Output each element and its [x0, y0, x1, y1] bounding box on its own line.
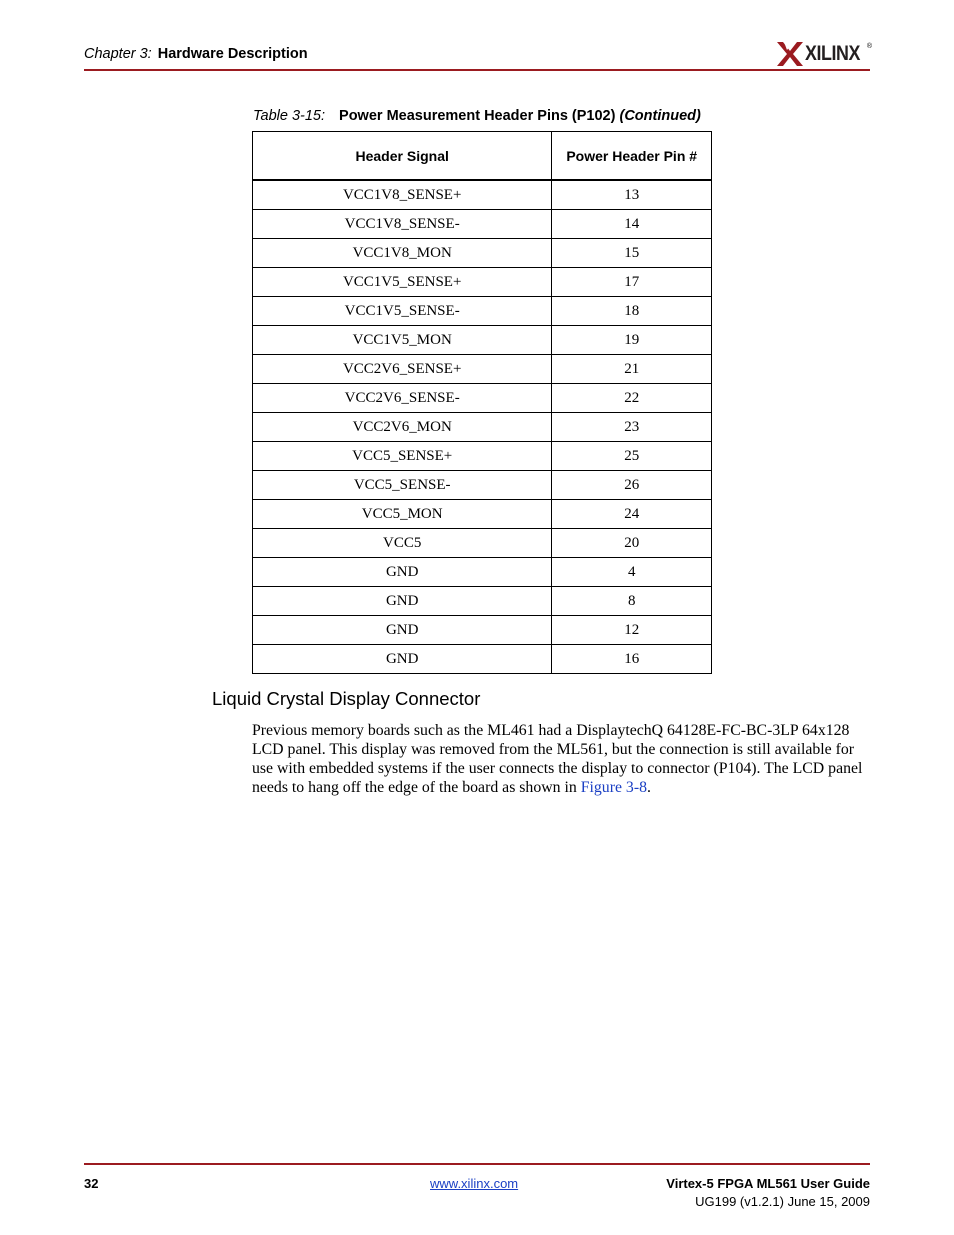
website-link[interactable]: www.xilinx.com: [430, 1176, 519, 1191]
table-row: [253, 268, 712, 297]
chapter-title: Hardware Description: [157, 46, 308, 62]
column-header-signal: Header Signal: [253, 132, 552, 181]
pin-cell: 19: [552, 326, 712, 355]
signal-cell: VCC2V6_SENSE+: [253, 355, 552, 384]
table-row: [253, 645, 712, 674]
table-row: [253, 384, 712, 413]
signal-cell: GND: [253, 645, 552, 674]
signal-cell: GND: [253, 587, 552, 616]
pin-cell: 24: [552, 500, 712, 529]
table-continued: (Continued): [619, 108, 701, 124]
figure-link[interactable]: Figure 3-8: [580, 779, 647, 796]
section-heading: Liquid Crystal Display Connector: [212, 688, 481, 709]
pin-cell: 20: [552, 529, 712, 558]
table-row: [253, 326, 712, 355]
signal-cell: VCC2V6_SENSE-: [253, 384, 552, 413]
table-row: [253, 558, 712, 587]
footer-rule: [84, 1163, 870, 1165]
signal-cell: VCC5_MON: [253, 500, 552, 529]
running-header: [84, 46, 308, 62]
pin-cell: 26: [552, 471, 712, 500]
signal-cell: VCC1V5_MON: [253, 326, 552, 355]
table-row: [253, 210, 712, 239]
pin-cell: 8: [552, 587, 712, 616]
page-number: 32: [84, 1176, 99, 1191]
pin-cell: 25: [552, 442, 712, 471]
paragraph-text: Previous memory boards such as the ML461 had a DisplaytechQ 64128E-FC-BC-3LP 64x128 LCD panel. This display was removed from the ML561, but the connection is still available for use with embedded systems if the user connects the display to connector (P104). The LCD panel needs to hang off the edge of the board as shown in: [252, 722, 863, 796]
chapter-label: Chapter 3:: [84, 46, 152, 62]
body-paragraph: [252, 721, 872, 797]
pin-cell: 17: [552, 268, 712, 297]
table-row: [253, 500, 712, 529]
header-rule: [84, 69, 870, 71]
signal-cell: GND: [253, 616, 552, 645]
table-row: [253, 180, 712, 210]
pin-cell: 16: [552, 645, 712, 674]
xilinx-x-icon: [777, 42, 803, 66]
power-header-pins-table: [252, 131, 712, 674]
doc-title: Virtex-5 FPGA ML561 User Guide: [666, 1176, 870, 1191]
signal-cell: VCC2V6_MON: [253, 413, 552, 442]
logo-text: XILINX: [805, 42, 861, 65]
table-caption: [253, 108, 701, 124]
table-row: [253, 239, 712, 268]
table-row: [253, 413, 712, 442]
signal-cell: GND: [253, 558, 552, 587]
pin-cell: 18: [552, 297, 712, 326]
table-row: [253, 587, 712, 616]
pin-cell: 22: [552, 384, 712, 413]
pin-cell: 14: [552, 210, 712, 239]
signal-cell: VCC1V8_SENSE+: [253, 180, 552, 210]
page-header: [84, 44, 870, 68]
signal-cell: VCC1V5_SENSE+: [253, 268, 552, 297]
table-row: [253, 616, 712, 645]
signal-cell: VCC5_SENSE-: [253, 471, 552, 500]
registered-mark: ®: [866, 43, 872, 50]
table-row: [253, 529, 712, 558]
pin-cell: 23: [552, 413, 712, 442]
signal-cell: VCC1V5_SENSE-: [253, 297, 552, 326]
xilinx-logo: [777, 40, 870, 68]
signal-cell: VCC1V8_MON: [253, 239, 552, 268]
table-row: [253, 355, 712, 384]
pin-cell: 15: [552, 239, 712, 268]
table-body: [253, 180, 712, 674]
footer-doc-info: [666, 1175, 870, 1211]
table-row: [253, 471, 712, 500]
column-header-pin: Power Header Pin #: [552, 132, 712, 181]
paragraph-end: .: [646, 779, 651, 796]
signal-cell: VCC1V8_SENSE-: [253, 210, 552, 239]
pin-cell: 12: [552, 616, 712, 645]
table-header-row: [253, 132, 712, 181]
table-row: [253, 297, 712, 326]
signal-cell: VCC5_SENSE+: [253, 442, 552, 471]
pin-cell: 4: [552, 558, 712, 587]
doc-version: UG199 (v1.2.1) June 15, 2009: [695, 1194, 870, 1209]
signal-cell: VCC5: [253, 529, 552, 558]
table-row: [253, 442, 712, 471]
pin-cell: 13: [552, 180, 712, 210]
table-number: Table 3-15:: [253, 108, 326, 124]
pin-cell: 21: [552, 355, 712, 384]
table-title: Power Measurement Header Pins (P102): [339, 108, 616, 124]
